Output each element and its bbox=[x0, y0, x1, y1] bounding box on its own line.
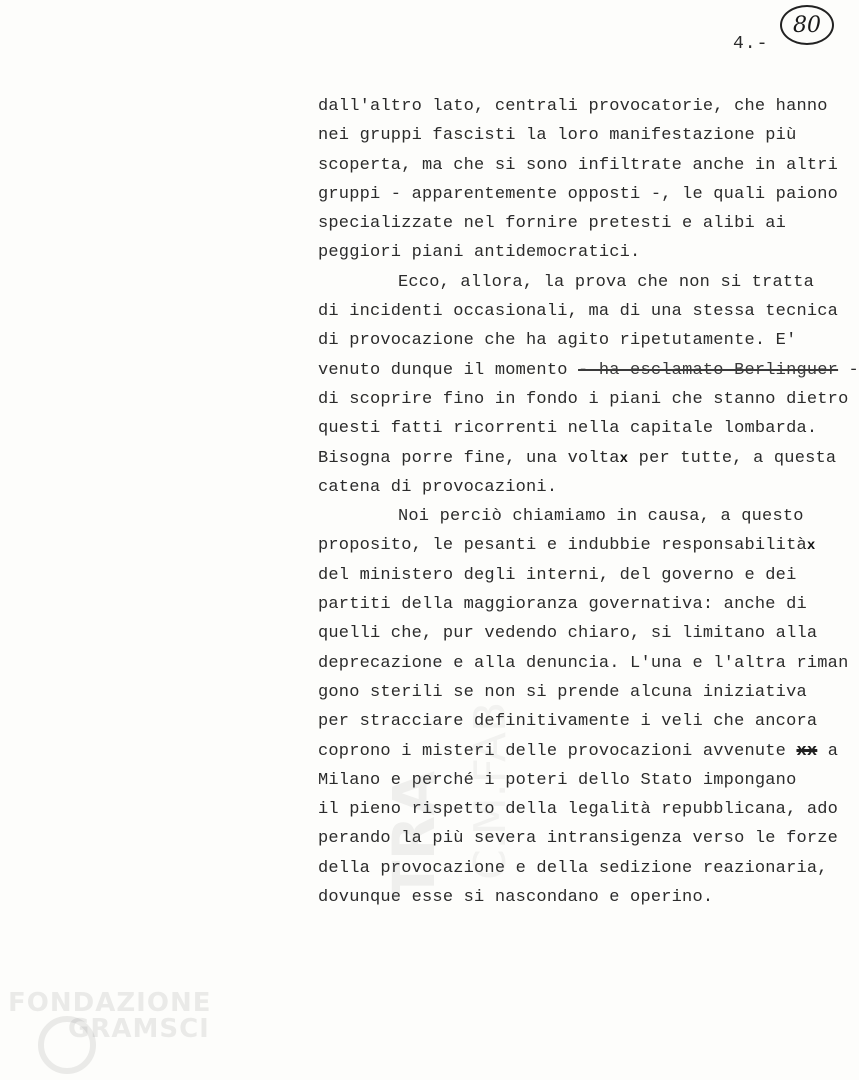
text-line: deprecazione e alla denuncia. L'una e l'altra riman bbox=[318, 653, 849, 673]
text-line: quelli che, pur vedendo chiaro, si limitano alla bbox=[318, 624, 818, 644]
text-segment: venuto dunque il momento bbox=[318, 360, 579, 380]
struck-out-text: - ha esclamato Berlinguer bbox=[578, 360, 839, 380]
watermark-vertical: TRA bbox=[380, 770, 448, 900]
text-line bbox=[318, 356, 859, 385]
text-line: scoperta, ma che si sono infiltrate anche in altri bbox=[318, 155, 839, 175]
logo-text-top: FONDAZIONE bbox=[8, 988, 212, 1018]
text-segment: - bbox=[838, 360, 859, 380]
text-line: di provocazione che ha agito ripetutamente. E' bbox=[318, 331, 797, 351]
text-line: nei gruppi fascisti la loro manifestazione più bbox=[318, 126, 797, 146]
text-line bbox=[318, 531, 838, 560]
logo-g-icon bbox=[38, 1016, 96, 1074]
text-line: specializzate nel fornire pretesti e alibi ai bbox=[318, 214, 787, 234]
text-line: peggiori piani antidemocratici. bbox=[318, 243, 641, 263]
text-line: questi fatti ricorrenti nella capitale lombarda. bbox=[318, 419, 818, 439]
text-line: di scoprire fino in fondo i piani che stanno dietro bbox=[318, 389, 849, 409]
text-line: Milano e perché i poteri dello Stato impongano bbox=[318, 770, 797, 790]
text-line: del ministero degli interni, del governo e dei bbox=[318, 565, 797, 585]
text-line: il pieno rispetto della legalità repubblicana, ado bbox=[318, 800, 839, 820]
text-line: gruppi - apparentemente opposti -, le quali paiono bbox=[318, 184, 839, 204]
text-line: Noi perciò chiamiamo in causa, a questo bbox=[398, 507, 804, 527]
correction-mark: x bbox=[806, 538, 816, 555]
text-line: dall'altro lato, centrali provocatorie, che hanno bbox=[318, 97, 828, 116]
text-segment: a bbox=[817, 741, 839, 761]
text-line: per stracciare definitivamente i veli che ancora bbox=[318, 712, 818, 732]
text-line: catena di provocazioni. bbox=[318, 477, 558, 497]
text-segment: Bisogna porre fine, una volta bbox=[318, 448, 620, 468]
text-line: della provocazione e della sedizione reazionaria, bbox=[318, 858, 828, 878]
logo-text-bottom: GRAMSCI bbox=[68, 1014, 210, 1044]
correction-mark: x bbox=[619, 450, 629, 467]
struck-out-text: xx bbox=[796, 741, 818, 761]
text-line bbox=[318, 444, 838, 473]
page-number: 4.- bbox=[733, 34, 769, 54]
text-line: perando la più severa intransigenza verso le forze bbox=[318, 829, 839, 849]
text-segment: per tutte, a questa bbox=[628, 448, 837, 468]
text-line: partiti della maggioranza governativa: anche di bbox=[318, 595, 807, 615]
text-line: di incidenti occasionali, ma di una stessa tecnica bbox=[318, 302, 839, 322]
text-segment: coprono i misteri delle provocazioni avvenute bbox=[318, 741, 797, 761]
text-segment: proposito, le pesanti e indubbie responsabilità bbox=[318, 536, 807, 556]
fondazione-gramsci-logo bbox=[8, 988, 218, 1068]
text-line: Ecco, allora, la prova che non si tratta bbox=[398, 272, 815, 292]
watermark-vertical-secondary: C.M.FAB bbox=[465, 701, 516, 880]
text-line bbox=[318, 737, 838, 766]
text-line: gono sterili se non si prende alcuna iniziativa bbox=[318, 682, 807, 702]
archive-number-circle: 80 bbox=[780, 5, 834, 45]
text-line: dovunque esse si nascondano e operino. bbox=[318, 888, 714, 908]
